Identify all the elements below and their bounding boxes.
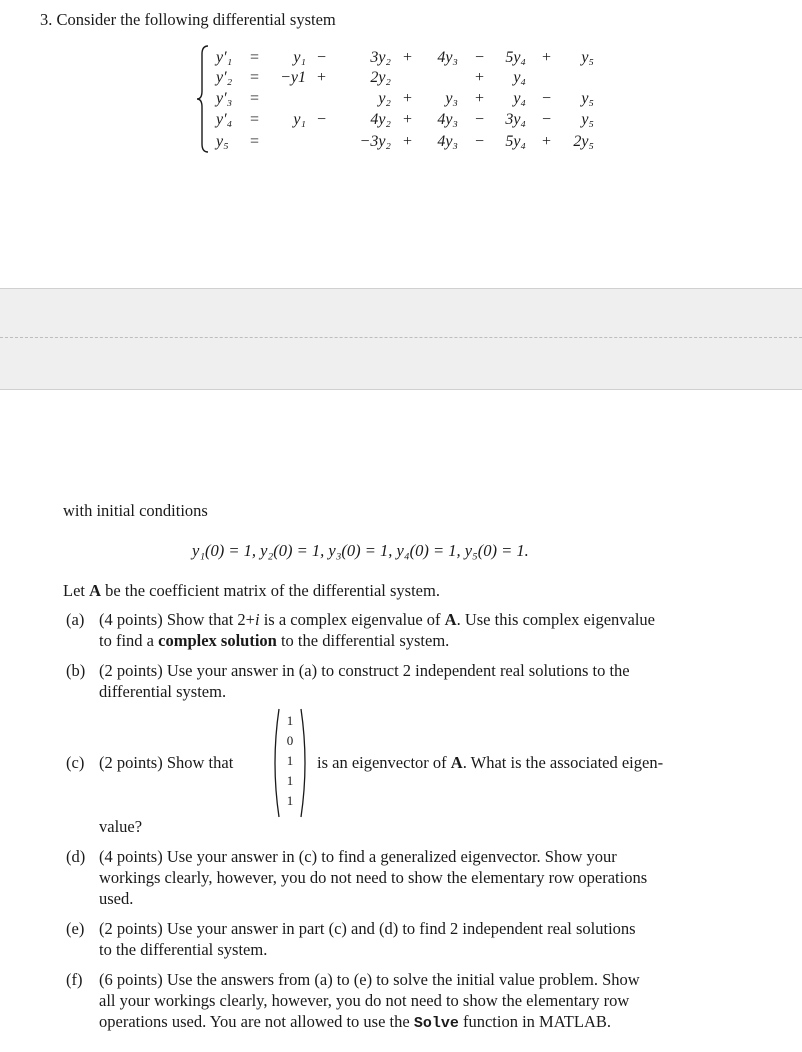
part-d-l1: (4 points) Use your answer in (c) to find a generalized eigenvector. Show your bbox=[99, 847, 617, 866]
part-f-l3a: operations used. You are not allowed to use the bbox=[99, 1012, 414, 1031]
part-a-t1: (4 points) Show that 2+ bbox=[99, 610, 255, 629]
system-term: 4y₃ bbox=[437, 111, 458, 128]
system-lhs: y₅ bbox=[216, 133, 229, 150]
part-a-t4: to find a bbox=[99, 631, 159, 650]
system-lhs: y′₃ bbox=[216, 90, 233, 107]
part-f bbox=[66, 969, 746, 1034]
vector-entry-3: 1 bbox=[286, 753, 294, 768]
system-equals: = bbox=[250, 111, 260, 128]
dashed-divider bbox=[0, 337, 802, 338]
part-d-l2: workings clearly, however, you do not need to show the elementary row operations bbox=[99, 868, 648, 887]
system-term: 5y₄ bbox=[505, 49, 526, 66]
system-equals: = bbox=[250, 90, 260, 107]
vector-entry-5: 1 bbox=[286, 793, 294, 808]
system-operator: − bbox=[316, 111, 326, 128]
system-lhs: y′₂ bbox=[216, 69, 233, 86]
part-b bbox=[66, 660, 746, 702]
part-a-bold: complex solution bbox=[158, 631, 277, 650]
part-a-i: i bbox=[254, 610, 260, 629]
system-term: y₁ bbox=[293, 49, 306, 66]
part-c-line bbox=[66, 752, 233, 773]
system-term: −y1 bbox=[280, 69, 306, 86]
system-term: y₅ bbox=[581, 49, 594, 66]
system-term: 4y₃ bbox=[437, 49, 458, 66]
system-term: 4y₂ bbox=[370, 111, 391, 128]
system-term: y₄ bbox=[513, 90, 526, 107]
problem-intro: Consider the following differential system bbox=[56, 10, 336, 29]
part-c-post bbox=[317, 752, 663, 773]
system-operator: + bbox=[316, 69, 326, 86]
system-term: −3y₂ bbox=[359, 133, 391, 150]
part-c-tail: value? bbox=[99, 817, 143, 836]
part-c-label: (c) bbox=[66, 753, 85, 772]
system-term: y₅ bbox=[581, 111, 594, 128]
system-lhs: y′₁ bbox=[216, 49, 233, 66]
vector-entry-2: 0 bbox=[286, 733, 294, 748]
system-operator: + bbox=[541, 49, 551, 66]
part-b-l1: (2 points) Use your answer in (a) to construct 2 independent real solutions to the bbox=[99, 661, 630, 680]
system-operator: − bbox=[541, 111, 551, 128]
initial-equation: y₁(0) = 1, y₂(0) = 1, y₃(0) = 1, y₄(0) = 1, y₅(0) = 1. bbox=[192, 541, 529, 560]
part-e-l1: (2 points) Use your answer in part (c) and (d) to find 2 independent real solutions bbox=[99, 919, 636, 938]
system-operator: − bbox=[474, 49, 484, 66]
matrix-A: A bbox=[89, 581, 102, 600]
part-f-l1: (6 points) Use the answers from (a) to (e) to solve the initial value problem. Show bbox=[99, 970, 640, 989]
system-operator: + bbox=[474, 90, 484, 107]
system-term: 3y₂ bbox=[370, 49, 391, 66]
system-term: y₅ bbox=[581, 90, 594, 107]
system-equals: = bbox=[250, 69, 260, 86]
part-a-t2: is a complex eigenvalue of bbox=[259, 610, 445, 629]
part-a-label: (a) bbox=[66, 610, 85, 629]
part-c-pre: (2 points) Show that bbox=[99, 753, 234, 772]
system-operator: − bbox=[316, 49, 326, 66]
eigenvector bbox=[270, 707, 310, 819]
initial-lead: with initial conditions bbox=[63, 501, 208, 520]
system-operator: − bbox=[541, 90, 551, 107]
part-f-l3b: function in MATLAB. bbox=[458, 1012, 612, 1031]
system-operator: + bbox=[402, 111, 412, 128]
system-operator: − bbox=[474, 133, 484, 150]
part-b-l2: differential system. bbox=[99, 682, 227, 701]
system-term: 2y₂ bbox=[370, 69, 391, 86]
part-d-label: (d) bbox=[66, 847, 86, 866]
system-term: y₁ bbox=[293, 111, 306, 128]
let-line bbox=[63, 580, 440, 601]
let-post: be the coefficient matrix of the differential system. bbox=[101, 581, 440, 600]
part-b-label: (b) bbox=[66, 661, 86, 680]
part-f-label: (f) bbox=[66, 970, 83, 989]
part-e bbox=[66, 918, 746, 960]
part-f-l2: all your workings clearly, however, you do not need to show the elementary row bbox=[99, 991, 630, 1010]
part-a bbox=[66, 609, 746, 651]
part-d-l3: used. bbox=[99, 889, 134, 908]
system-operator: + bbox=[541, 133, 551, 150]
system-operator: + bbox=[402, 133, 412, 150]
differential-system bbox=[196, 44, 616, 156]
system-operator: + bbox=[402, 90, 412, 107]
left-brace-icon bbox=[196, 44, 210, 154]
part-e-label: (e) bbox=[66, 919, 85, 938]
system-term: 2y₅ bbox=[573, 133, 594, 150]
system-operator: − bbox=[474, 111, 484, 128]
solve-code: Solve bbox=[413, 1015, 459, 1032]
problem-header bbox=[40, 9, 336, 30]
gray-band bbox=[0, 288, 802, 390]
system-operator: + bbox=[474, 69, 484, 86]
part-a-t5: to the differential system. bbox=[276, 631, 450, 650]
system-equals: = bbox=[250, 133, 260, 150]
problem-number: 3. bbox=[40, 10, 53, 29]
system-term: y₂ bbox=[378, 90, 391, 107]
system-operator: + bbox=[402, 49, 412, 66]
part-c-A: A bbox=[450, 753, 463, 772]
system-term: 5y₄ bbox=[505, 133, 526, 150]
system-term: y₄ bbox=[513, 69, 526, 86]
part-c-post1: is an eigenvector of bbox=[317, 753, 451, 772]
vector-entry-4: 1 bbox=[286, 773, 294, 788]
system-lhs: y′₄ bbox=[216, 111, 233, 128]
system-term: y₃ bbox=[445, 90, 458, 107]
part-e-l2: to the differential system. bbox=[99, 940, 268, 959]
system-term: 3y₄ bbox=[505, 111, 526, 128]
part-a-t3: . Use this complex eigenvalue bbox=[456, 610, 655, 629]
vector-entry-1: 1 bbox=[286, 713, 294, 728]
part-c-post2: . What is the associated eigen- bbox=[462, 753, 664, 772]
part-d bbox=[66, 846, 746, 909]
part-a-A: A bbox=[444, 610, 457, 629]
let-pre: Let bbox=[63, 581, 90, 600]
system-equals: = bbox=[250, 49, 260, 66]
system-term: 4y₃ bbox=[437, 133, 458, 150]
